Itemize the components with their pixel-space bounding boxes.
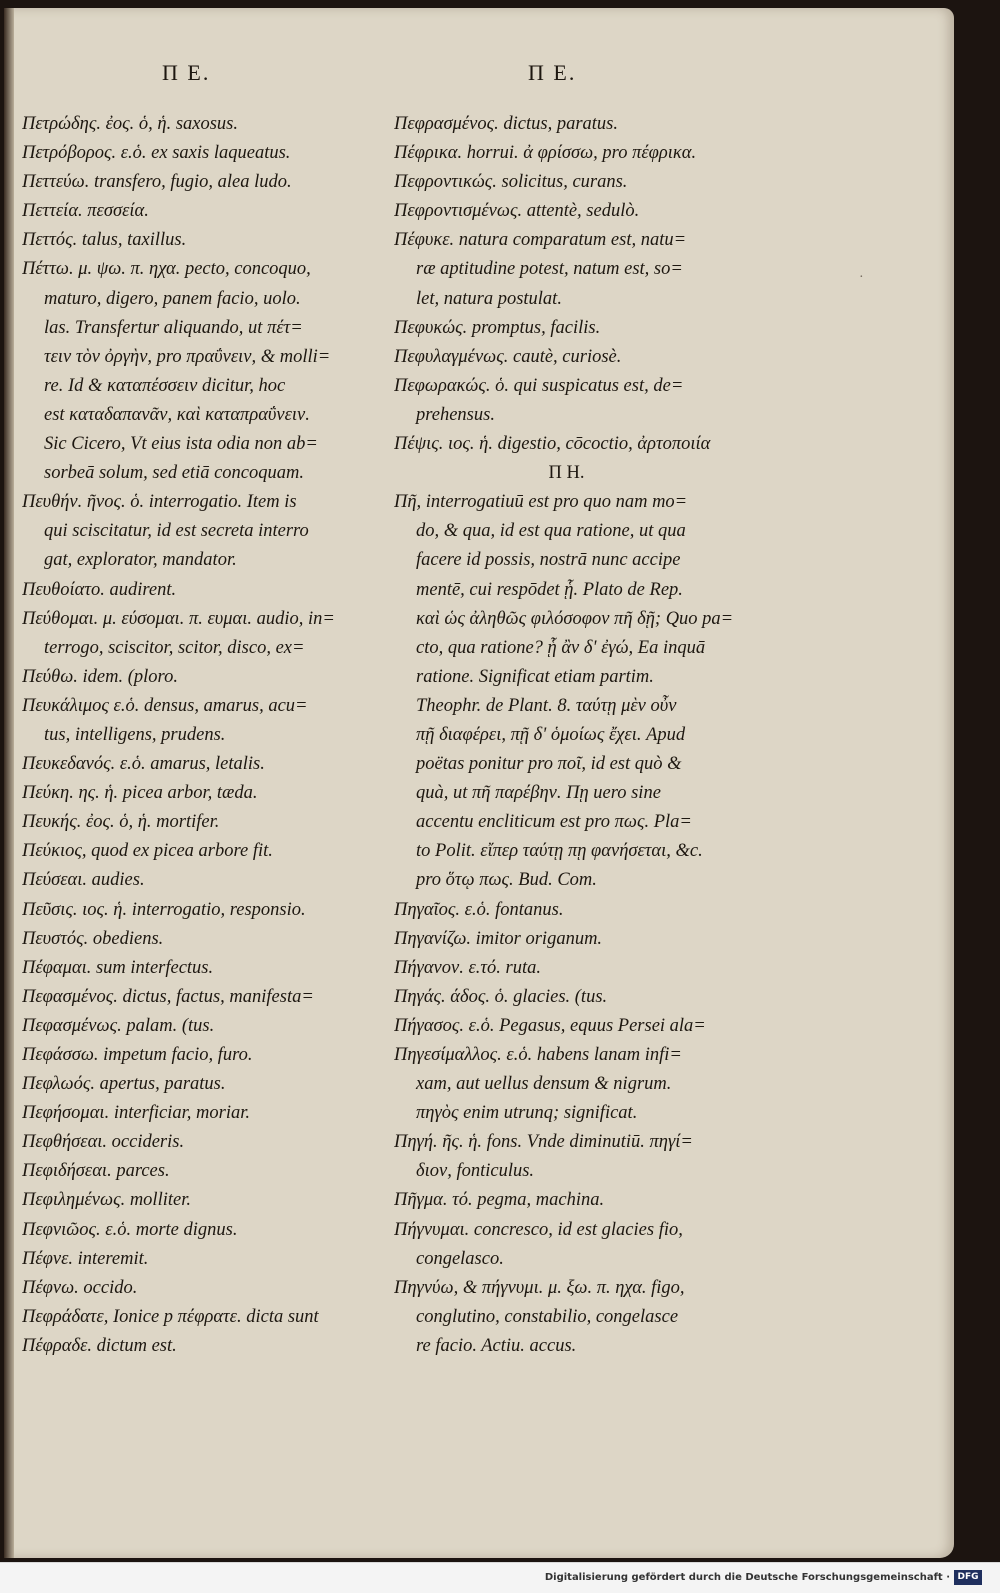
dictionary-line: Πευστός. obediens.: [22, 928, 164, 949]
dictionary-line: conglutino, constabilio, congelasce: [416, 1306, 679, 1327]
dictionary-line: Πέφνε. interemit.: [22, 1248, 149, 1269]
dictionary-line: Πήγνυμαι. concresco, id est glacies fio,: [394, 1219, 683, 1240]
right-column: [394, 110, 739, 1361]
dictionary-line: maturo, digero, panem facio, uolo.: [44, 288, 301, 309]
dictionary-line: Πεύσεαι. audies.: [22, 870, 145, 891]
dictionary-line: Πεύκη. ης. ἡ. picea arbor, tæda.: [22, 783, 258, 804]
dictionary-line: Πεφράδατε, Ionice p πέφρατε. dicta sunt: [22, 1306, 319, 1327]
dictionary-line: Πεφυλαγμένως. cautè, curiosè.: [394, 346, 622, 367]
dictionary-line: Sic Cicero, Vt eius ista odia non ab=: [44, 434, 318, 455]
page-header-left: Π Ε.: [162, 60, 211, 85]
dictionary-line: Πευθοίατο. audirent.: [22, 579, 177, 600]
dictionary-line: ræ aptitudine potest, natum est, so=: [416, 259, 683, 280]
dictionary-line: Πεφθήσεαι. occideris.: [22, 1132, 185, 1153]
dictionary-line: Πηγεσίμαλλος. ε.ὁ. habens lanam infi=: [394, 1045, 682, 1065]
dictionary-line: Πηγνύω, & πήγνυμι. μ. ξω. π. ηχα. figo,: [394, 1277, 685, 1298]
dictionary-line: Πέψις. ιος. ἡ. digestio, cōcoctio, ἀρτοποιία: [394, 434, 711, 455]
dictionary-line: facere id possis, nostrā nunc accipe: [416, 550, 681, 571]
dictionary-line: sorbeā solum, sed etiā concoquam.: [44, 463, 304, 484]
book-page: [4, 8, 954, 1558]
section-heading: Π Η.: [548, 463, 585, 484]
margin-mark: ·: [859, 270, 864, 285]
dictionary-line: Πεφνιῶος. ε.ὁ. morte dignus.: [22, 1219, 238, 1240]
dictionary-line: Πεττεύω. transfero, fugio, alea ludo.: [22, 172, 292, 193]
dictionary-line: terrogo, sciscitor, scitor, disco, ex=: [44, 637, 305, 658]
dictionary-line: congelasco.: [416, 1248, 504, 1269]
dictionary-line: las. Transfertur aliquando, ut πέτ=: [44, 317, 303, 338]
dictionary-line: Πηγανίζω. imitor origanum.: [394, 928, 603, 949]
dictionary-line: Theophr. de Plant. 8. ταύτῃ μὲν οὖν: [416, 695, 677, 716]
dictionary-line: let, natura postulat.: [416, 288, 562, 309]
dictionary-line: re. Id & καταπέσσειν dicitur, hoc: [44, 375, 286, 396]
dictionary-line: τειν τὸν ὀργὴν, pro πραΰνειν, & molli=: [44, 346, 331, 367]
dictionary-line: Πεφιλημένως. molliter.: [22, 1190, 191, 1211]
dictionary-line: Πεφασμένως. palam. (tus.: [22, 1015, 215, 1036]
dictionary-line: Πεφυκώς. promptus, facilis.: [394, 317, 601, 338]
dictionary-line: Πεφασμένος. dictus, factus, manifesta=: [22, 986, 314, 1007]
dictionary-line: est καταδαπανᾶν, καὶ καταπραΰνειν.: [44, 404, 310, 425]
dictionary-line: tus, intelligens, prudens.: [44, 724, 226, 745]
dictionary-line: quà, ut πῆ παρέβην. Πῃ uero sine: [416, 783, 661, 804]
dictionary-line: Πευκής. ἐος. ὁ, ἡ. mortifer.: [22, 812, 220, 833]
dictionary-line: poëtas ponitur pro ποῖ, id est quò &: [416, 754, 682, 775]
dictionary-line: ratione. Significat etiam partim.: [416, 666, 654, 687]
dictionary-line: Πέφαμαι. sum interfectus.: [22, 957, 214, 978]
dictionary-line: Πεύθομαι. μ. εύσομαι. π. ευμαι. audio, in=: [22, 608, 335, 629]
dictionary-line: Πεύκιος, quod ex picea arbore fit.: [22, 841, 273, 862]
dictionary-line: Πέφνω. occido.: [22, 1277, 138, 1298]
dictionary-line: Πῆ, interrogatiuū est pro quo nam mo=: [394, 492, 688, 513]
dictionary-line: Πεφήσομαι. interficiar, moriar.: [22, 1103, 251, 1124]
dictionary-line: accentu encliticum est pro πως. Pla=: [416, 812, 692, 833]
dictionary-line: do, & qua, id est qua ratione, ut qua: [416, 521, 686, 542]
dictionary-line: Πευθήν. ῆνος. ὁ. interrogatio. Item is: [22, 492, 297, 513]
dictionary-line: Πέφυκε. natura comparatum est, natu=: [394, 230, 687, 251]
dictionary-line: pro ὅτῳ πως. Bud. Com.: [416, 870, 597, 891]
dictionary-line: re facio. Actiu. accus.: [416, 1335, 577, 1356]
dictionary-line: Πῆγμα. τό. pegma, machina.: [394, 1190, 605, 1211]
left-column: [22, 110, 382, 1361]
dictionary-line: Πέφρικα. horrui. ἀ φρίσσω, pro πέφρικα.: [394, 143, 697, 164]
dictionary-line: Πετρώδης. ἐος. ὁ, ἡ. saxosus.: [22, 114, 239, 134]
dictionary-line: prehensus.: [416, 404, 495, 425]
dictionary-line: Πεφρασμένος. dictus, paratus.: [394, 114, 618, 134]
dictionary-line: πηγὸς enim utrunq; significat.: [416, 1103, 638, 1124]
dictionary-line: Πεφροντισμένως. attentè, sedulò.: [394, 201, 640, 222]
dictionary-line: πῇ διαφέρει, πῇ δ' ὁμοίως ἔχει. Apud: [416, 724, 686, 745]
dictionary-line: Πεφλωός. apertus, paratus.: [22, 1074, 226, 1095]
dictionary-line: qui sciscitatur, id est secreta interro: [44, 521, 309, 542]
dictionary-line: mentē, cui respōdet ᾗ. Plato de Rep.: [416, 579, 683, 600]
dictionary-line: Πήγανον. ε.τό. ruta.: [394, 957, 541, 978]
dictionary-line: καὶ ὡς ἀληθῶς φιλόσοφον πῆ δῇ; Quo pa=: [416, 608, 734, 629]
dictionary-line: Πεῦσις. ιος. ἡ. interrogatio, responsio.: [22, 899, 306, 920]
footer-bar: [0, 1562, 1000, 1593]
dictionary-line: Πεύθω. idem. (ploro.: [22, 666, 178, 687]
dictionary-line: Πεφάσσω. impetum facio, furo.: [22, 1045, 253, 1065]
dfg-logo: DFG: [954, 1570, 982, 1585]
dictionary-line: Πηγή. ῆς. ἡ. fons. Vnde diminutiū. πηγί=: [394, 1132, 693, 1153]
dictionary-line: xam, aut uellus densum & nigrum.: [416, 1074, 672, 1095]
book-spine: [4, 8, 14, 1558]
dictionary-line: Πεφωρακώς. ὁ. qui suspicatus est, de=: [394, 375, 684, 396]
page-header-right: Π Ε.: [528, 60, 577, 85]
dictionary-line: Πεττός. talus, taxillus.: [22, 230, 187, 251]
dictionary-line: Πήγασος. ε.ὁ. Pegasus, equus Persei ala=: [394, 1015, 706, 1036]
dictionary-line: Πέττω. μ. ψω. π. ηχα. pecto, concoquo,: [22, 259, 311, 280]
dictionary-line: gat, explorator, mandator.: [44, 550, 237, 571]
dictionary-line: Πευκεδανός. ε.ὁ. amarus, letalis.: [22, 754, 265, 775]
dictionary-line: Πετρόβορος. ε.ὁ. ex saxis laqueatus.: [22, 143, 291, 164]
dictionary-line: Πεφιδήσεαι. parces.: [22, 1161, 170, 1182]
dictionary-line: to Polit. εἴπερ ταύτῃ πῃ φανήσεται, &c.: [416, 841, 703, 862]
dictionary-line: Πηγαῖος. ε.ὁ. fontanus.: [394, 899, 564, 920]
dictionary-line: Πευκάλιμος ε.ὁ. densus, amarus, acu=: [22, 695, 308, 716]
dictionary-line: Πεττεία. πεσσεία.: [22, 201, 149, 222]
dictionary-line: cto, qua ratione? ᾗ ἂν δ' ἐγώ, Ea inquā: [416, 637, 706, 658]
dictionary-line: διον, fonticulus.: [416, 1161, 535, 1182]
footer-credit: Digitalisierung gefördert durch die Deutsche Forschungsgemeinschaft ·: [544, 1572, 950, 1583]
dictionary-line: Πηγάς. άδος. ὁ. glacies. (tus.: [394, 986, 608, 1007]
dictionary-line: Πεφροντικώς. solicitus, curans.: [394, 172, 628, 193]
dictionary-line: Πέφραδε. dictum est.: [22, 1335, 177, 1356]
